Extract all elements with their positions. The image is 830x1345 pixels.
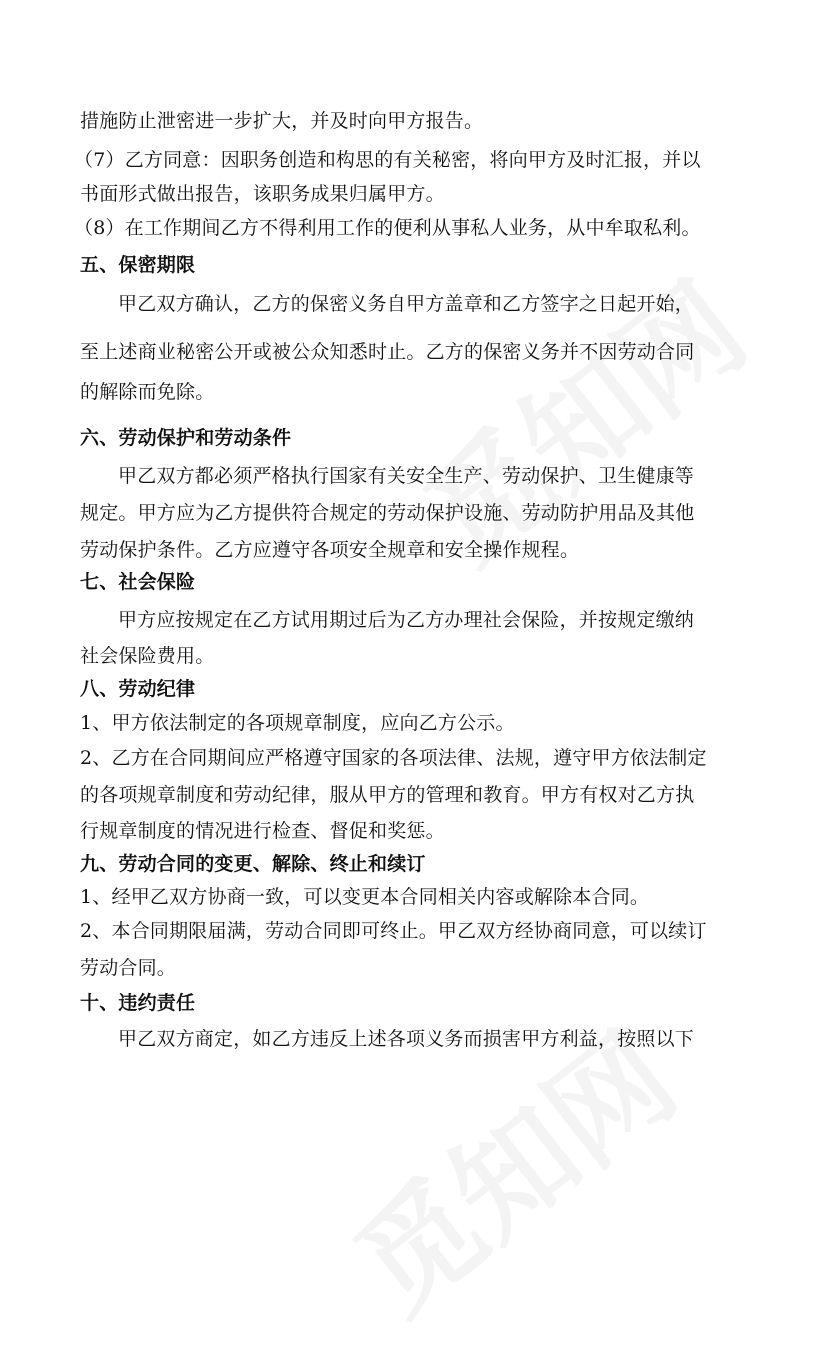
section-7-para-line-1: 甲方应按规定在乙方试用期过后为乙方办理社会保险，并按规定缴纳 — [118, 609, 695, 631]
section-6-heading: 六、劳动保护和劳动条件 — [80, 427, 292, 449]
clause-8-line: （8）在工作期间乙方不得利用工作的便利从事私人业务，从中牟取私利。 — [74, 217, 701, 239]
section-6-para-line-2: 规定。甲方应为乙方提供符合规定的劳动保护设施、劳动防护用品及其他 — [80, 502, 695, 524]
section-5-heading: 五、保密期限 — [80, 254, 196, 276]
section-7-heading: 七、社会保险 — [80, 571, 196, 593]
clause-7-line-1: （7）乙方同意：因职务创造和构思的有关秘密，将向甲方及时汇报，并以 — [74, 149, 701, 171]
section-9-item-2-line-1: 2、本合同期限届满，劳动合同即可终止。甲乙双方经协商同意，可以续订 — [80, 920, 707, 942]
section-10-para-line-1: 甲乙双方商定，如乙方违反上述各项义务而损害甲方利益，按照以下 — [118, 1028, 695, 1050]
section-9-heading: 九、劳动合同的变更、解除、终止和续订 — [80, 853, 426, 875]
section-6-para-line-1: 甲乙双方都必须严格执行国家有关安全生产、劳动保护、卫生健康等 — [118, 465, 695, 487]
section-7-para-line-2: 社会保险费用。 — [80, 645, 215, 667]
section-5-para-line-3: 的解除而免除。 — [80, 381, 215, 403]
section-8-heading: 八、劳动纪律 — [80, 678, 196, 700]
section-8-item-2-line-1: 2、乙方在合同期间应严格遵守国家的各项法律、法规，遵守甲方依法制定 — [80, 747, 707, 769]
section-8-item-1: 1、甲方依法制定的各项规章制度，应向乙方公示。 — [80, 712, 515, 734]
body-text-line: 措施防止泄密进一步扩大，并及时向甲方报告。 — [80, 110, 484, 132]
section-8-item-2-line-3: 行规章制度的情况进行检查、督促和奖惩。 — [80, 820, 445, 842]
section-5-para-line-2: 至上述商业秘密公开或被公众知悉时止。乙方的保密义务并不因劳动合同 — [80, 341, 695, 363]
section-5-para-line-1: 甲乙双方确认，乙方的保密义务自甲方盖章和乙方签字之日起开始， — [118, 293, 695, 315]
clause-7-line-2: 书面形式做出报告，该职务成果归属甲方。 — [80, 183, 445, 205]
section-10-heading: 十、违约责任 — [80, 992, 196, 1014]
section-9-item-1: 1、经甲乙双方协商一致，可以变更本合同相关内容或解除本合同。 — [80, 886, 650, 908]
section-6-para-line-3: 劳动保护条件。乙方应遵守各项安全规章和安全操作规程。 — [80, 539, 580, 561]
section-8-item-2-line-2: 的各项规章制度和劳动纪律，服从甲方的管理和教育。甲方有权对乙方执 — [80, 784, 695, 806]
section-9-item-2-line-2: 劳动合同。 — [80, 957, 177, 979]
